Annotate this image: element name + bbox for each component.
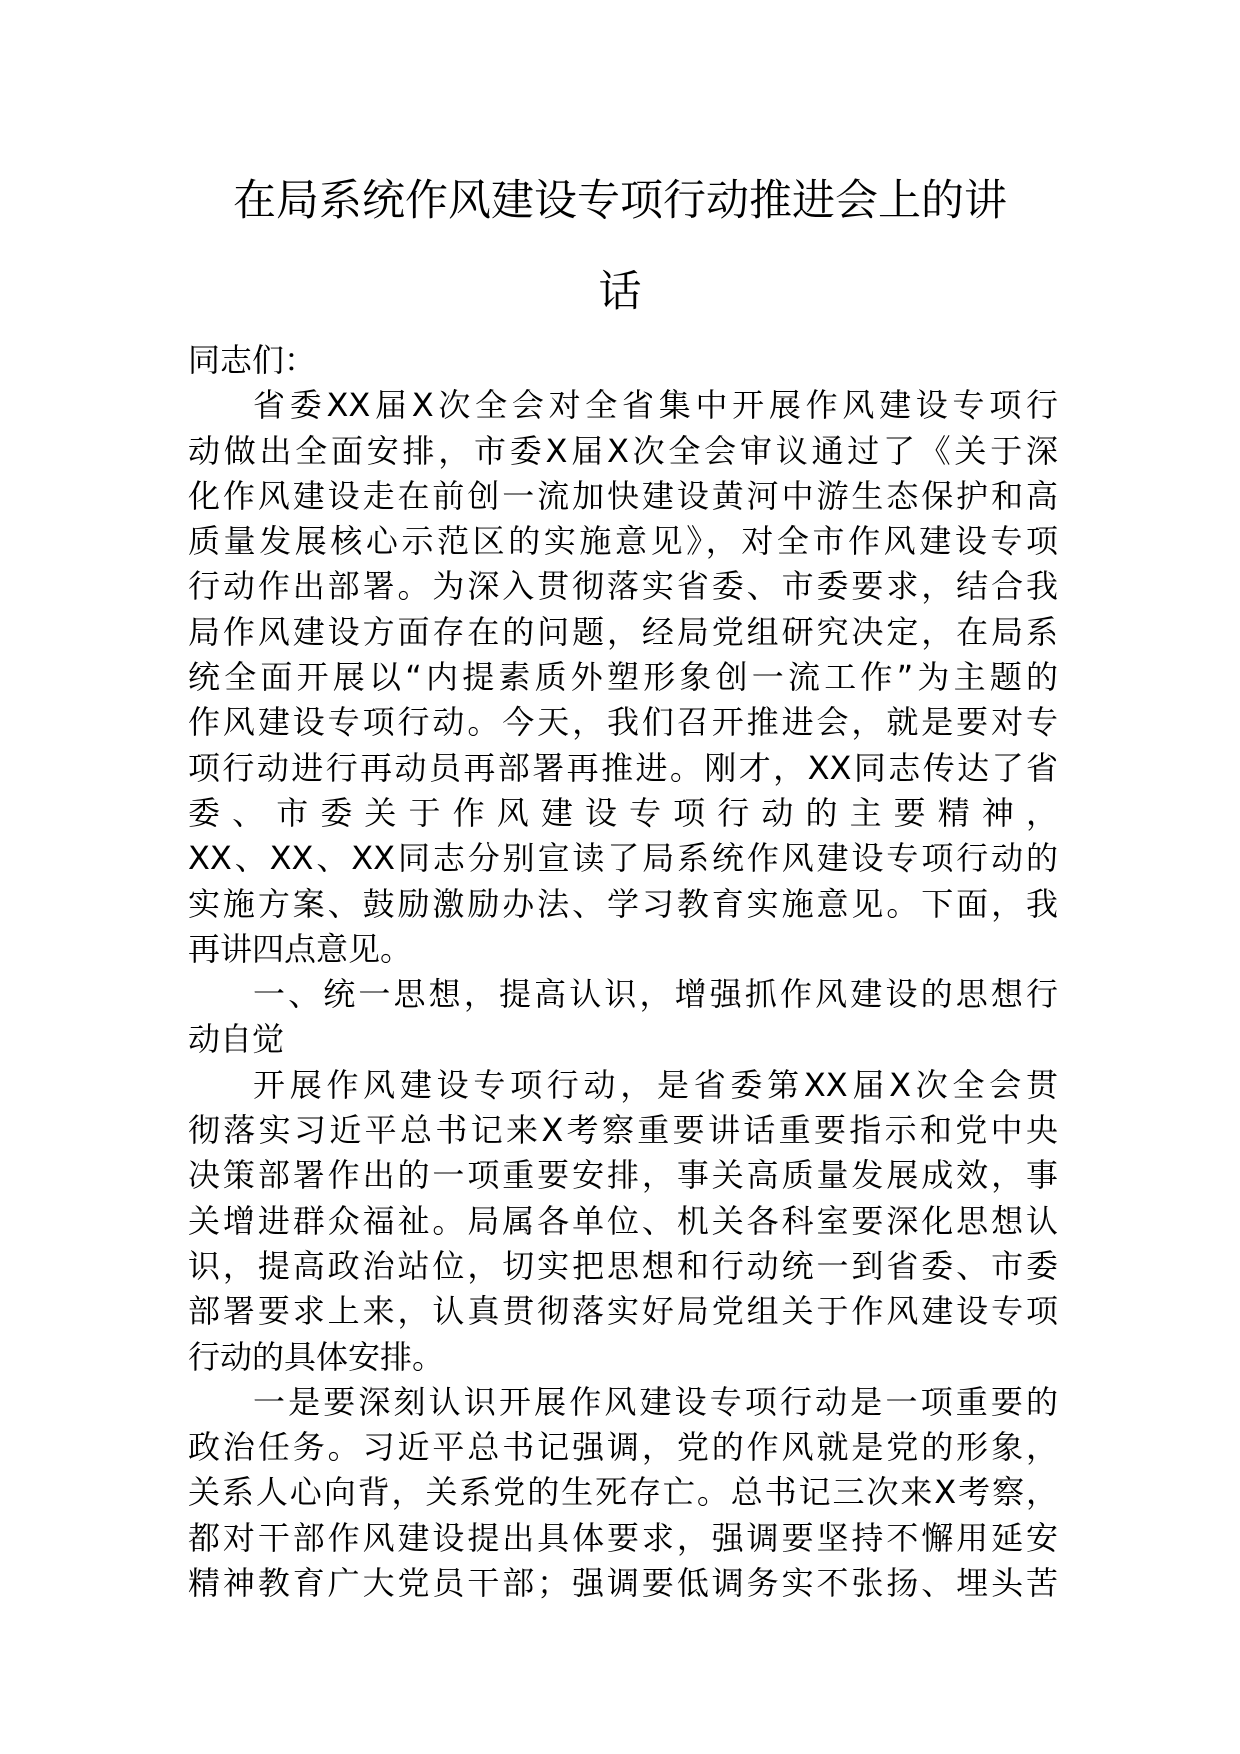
document-title-line-2: 话 xyxy=(598,267,642,317)
body-line: 项行动进行再动员再部署再推进。刚才，XX同志传达了省 xyxy=(188,748,1058,787)
body-line: XX、XX、XX同志分别宣读了局系统作风建设专项行动的 xyxy=(188,839,1058,878)
section-heading-line: 一、统一思想，提高认识，增强抓作风建设的思想行 xyxy=(253,975,1058,1014)
body-line: 彻落实习近平总书记来X考察重要讲话重要指示和党中央 xyxy=(188,1111,1058,1150)
body-line: 识，提高政治站位，切实把思想和行动统一到省委、市委 xyxy=(188,1246,1058,1285)
body-line: 关增进群众福祉。局属各单位、机关各科室要深化思想认 xyxy=(188,1201,1058,1240)
body-line: 作风建设专项行动。今天，我们召开推进会，就是要对专 xyxy=(188,703,1058,742)
body-line: 动做出全面安排，市委X届X次全会审议通过了《关于深 xyxy=(188,431,1058,470)
body-line: 关系人心向背，关系党的生死存亡。总书记三次来X考察， xyxy=(188,1473,1058,1512)
body-line: 委、市委关于作风建设专项行动的主要精神， xyxy=(188,793,1058,832)
body-line: 开展作风建设专项行动，是省委第XX届X次全会贯 xyxy=(253,1065,1058,1104)
body-line: 政治任务。习近平总书记强调，党的作风就是党的形象， xyxy=(188,1428,1058,1467)
body-line: 部署要求上来，认真贯彻落实好局党组关于作风建设专项 xyxy=(188,1292,1058,1331)
body-line: 实施方案、鼓励激励办法、学习教育实施意见。下面，我 xyxy=(188,884,1058,923)
body-line: 省委XX届X次全会对全省集中开展作风建设专项行 xyxy=(253,386,1058,425)
body-line: 都对干部作风建设提出具体要求，强调要坚持不懈用延安 xyxy=(188,1518,1058,1557)
document-title-line-1: 在局系统作风建设专项行动推进会上的讲 xyxy=(233,176,1007,226)
body-line: 一是要深刻认识开展作风建设专项行动是一项重要的 xyxy=(253,1382,1058,1421)
body-line: 再讲四点意见。 xyxy=(188,929,413,968)
body-line: 质量发展核心示范区的实施意见》，对全市作风建设专项 xyxy=(188,522,1058,561)
section-heading-line: 动自觉 xyxy=(188,1020,285,1059)
body-line: 局作风建设方面存在的问题，经局党组研究决定，在局系 xyxy=(188,612,1058,651)
body-line: 行动的具体安排。 xyxy=(188,1337,445,1376)
body-line: 统全面开展以“内提素质外塑形象创一流工作”为主题的 xyxy=(188,658,1058,697)
document-body xyxy=(188,338,1058,1606)
body-line: 行动作出部署。为深入贯彻落实省委、市委要求，结合我 xyxy=(188,567,1058,606)
salutation: 同志们： xyxy=(188,341,317,379)
body-line: 化作风建设走在前创一流加快建设黄河中游生态保护和高 xyxy=(188,476,1058,515)
body-line: 精神教育广大党员干部；强调要低调务实不张扬、埋头苦 xyxy=(188,1564,1058,1603)
body-line: 决策部署作出的一项重要安排，事关高质量发展成效，事 xyxy=(188,1156,1058,1195)
